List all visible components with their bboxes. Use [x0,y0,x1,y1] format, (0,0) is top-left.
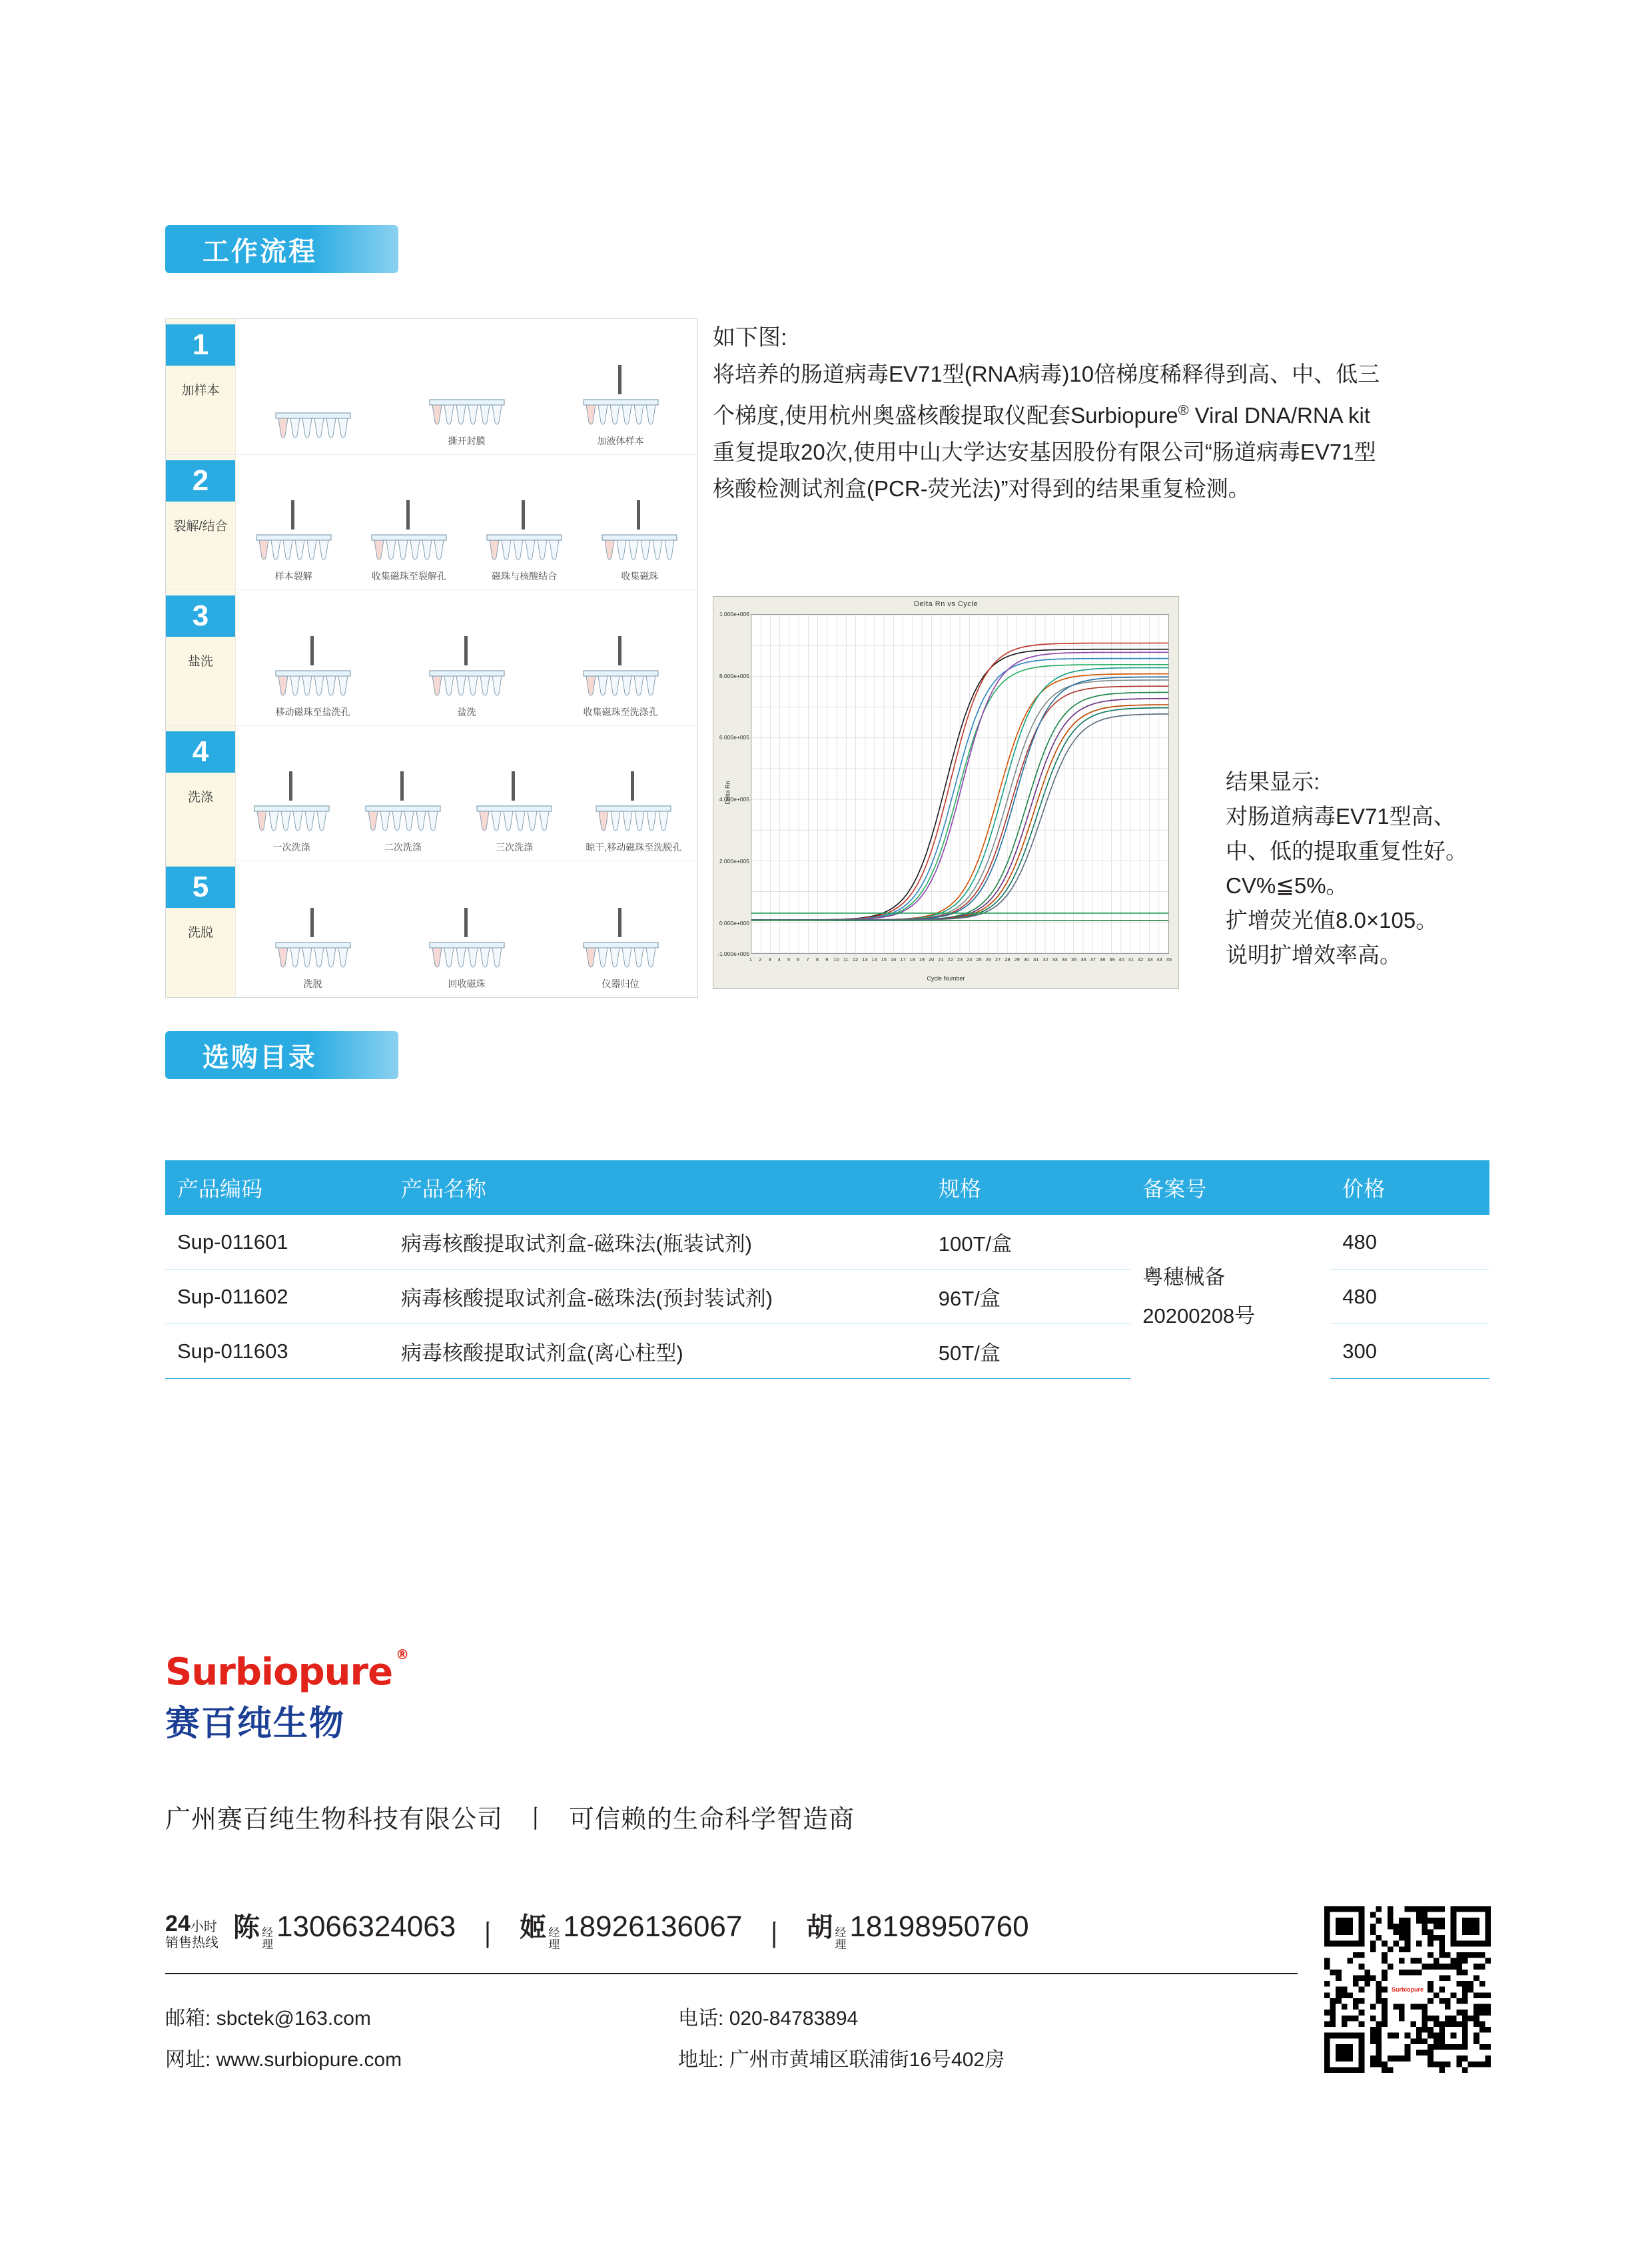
workflow-step-illustration [270,319,356,448]
result-line: 说明扩增效率高。 [1226,942,1402,967]
address-field-group [678,2040,1298,2081]
header-code: 产品编码 [165,1160,389,1215]
chart-x-axis-label: Cycle Number [927,975,965,982]
workflow-plate-icon [427,323,507,432]
workflow-plate-icon [474,730,554,839]
contact-3-phone[interactable]: 18198950760 [849,1910,1029,1943]
chart-x-tick-label: 11 [843,956,849,962]
workflow-plate-icon [600,459,679,567]
cell-code: Sup-011603 [165,1324,389,1379]
chart-x-tick-label: 31 [1033,956,1039,962]
chart-x-tick-label: 20 [929,956,935,962]
chart-x-tick-label: 43 [1147,956,1153,962]
company-name: 广州赛百纯生物科技有限公司 [165,1806,504,1834]
workflow-plate-icon [369,459,449,567]
contact-1-phone[interactable]: 13066324063 [276,1910,456,1943]
chart-x-tick-label: 24 [967,956,973,962]
company-name-line [165,1798,855,1835]
workflow-step-illustration [424,319,510,448]
hotline-divider-1: 丨 [473,1920,503,1952]
chart-x-tick-label: 10 [833,956,839,962]
chart-x-tick-label: 45 [1166,956,1172,962]
hotline-badge-line-2: 销售热线 [165,1936,218,1950]
chart-x-tick-label: 34 [1061,956,1068,962]
chart-x-tick-label: 23 [957,956,963,962]
workflow-step-illustration [424,590,510,719]
contact-2-phone[interactable]: 18926136067 [563,1910,743,1943]
workflow-step-illustration [578,319,663,448]
company-separator: 丨 [523,1806,550,1834]
workflow-step-label-cell [166,590,236,725]
chart-x-tick-label: 41 [1128,956,1134,962]
hotline-contact-2[interactable] [520,1906,742,1951]
chart-svg [751,615,1168,953]
workflow-plate-icon [581,865,661,974]
workflow-step-label-cell [166,726,236,861]
workflow-step-caption: 样本裂解 [274,571,312,582]
website-label: 网址: [165,2049,211,2071]
cell-spec: 96T/盒 [927,1270,1130,1324]
workflow-step-illustration [270,590,356,719]
cell-record-number [1130,1215,1330,1379]
workflow-plate-icon [252,730,332,839]
description-block [713,320,1492,507]
cell-name: 病毒核酸提取试剂盒(离心柱型) [389,1324,927,1379]
workflow-plate-icon [581,323,661,432]
workflow-step-name: 盐洗 [187,655,213,669]
header-name: 产品名称 [389,1160,927,1215]
workflow-step-illustration [597,455,682,583]
hotline-badge-unit: 小时 [190,1920,217,1934]
chart-x-tick-label: 21 [938,956,944,962]
sales-hotline [165,1906,1298,1951]
cell-code: Sup-011602 [165,1270,389,1324]
chart-x-tick-label: 44 [1156,956,1162,962]
cell-price: 300 [1330,1324,1489,1379]
record-number-line-1: 粤穗械备 [1142,1265,1226,1289]
contact-row-2 [165,2040,1298,2081]
table-row [165,1215,1489,1270]
record-number-line-2: 20200208号 [1142,1304,1256,1327]
workflow-plate-icon [594,730,673,839]
workflow-step-caption: 移动磁珠至盐洗孔 [275,706,350,717]
hotline-badge-line-1 [165,1911,218,1936]
cell-code: Sup-011601 [165,1215,389,1270]
workflow-step-illustration [366,455,452,583]
chart-x-tick-label: 36 [1080,956,1086,962]
chart-x-tick-label: 39 [1109,956,1115,962]
workflow-plate-icon [427,865,507,974]
chart-x-tick-label: 14 [871,956,877,962]
contact-2-surname: 姬 [520,1913,547,1942]
workflow-step-illustration [424,861,510,990]
workflow-plate-icon [427,594,507,703]
chart-x-tick-label: 22 [947,956,953,962]
chart-x-tick-label: 4 [777,956,781,962]
workflow-step-caption: 回收磁珠 [448,978,486,989]
chart-x-tick-label: 5 [787,956,791,962]
chart-x-tick-label: 13 [862,956,868,962]
chart-y-tick-label: 2.000e+005 [719,857,749,865]
chart-y-tick-label: 0.000e+000 [719,919,749,927]
workflow-section-banner [165,225,398,273]
chart-x-tick-label: 35 [1071,956,1077,962]
chart-x-tick-label: 25 [976,956,982,962]
email-field-group [165,1998,678,2040]
chart-y-tick-label: -1.000e+005 [717,950,749,957]
workflow-step-cells [236,455,697,590]
workflow-step-name: 洗涤 [187,790,213,805]
workflow-section-title: 工作流程 [203,236,317,266]
workflow-step-number: 4 [166,731,235,773]
workflow-plate-icon [273,865,353,974]
workflow-step-caption: 盐洗 [457,706,476,717]
chart-x-tick-label: 3 [768,956,771,962]
hotline-contact-1[interactable] [233,1906,456,1951]
chart-y-ticks [717,611,751,957]
description-line-4: 核酸检测试剂盒(PCR-荧光法)”对得到的结果重复检测。 [713,476,1250,501]
cell-price: 480 [1330,1215,1489,1270]
chart-x-tick-label: 15 [881,956,887,962]
chart-x-tick-label: 6 [797,956,800,962]
email-value[interactable]: sbctek@163.com [216,2008,371,2030]
registered-mark: ® [1178,402,1189,418]
workflow-step-row [166,455,697,591]
workflow-step-caption: 晾干,移动磁珠至洗脱孔 [586,842,682,853]
logo-text-en: Surbiopure [165,1651,393,1694]
website-value[interactable]: www.surbiopure.com [216,2049,402,2071]
workflow-step-caption: 仪器归位 [602,978,639,989]
workflow-step-cells [236,590,697,725]
chart-x-tick-label: 28 [1005,956,1011,962]
cell-name: 病毒核酸提取试剂盒-磁珠法(预封装试剂) [389,1270,927,1324]
website-field-group [165,2040,678,2081]
result-line: 结果显示: [1226,769,1320,794]
workflow-step-row [166,590,697,726]
workflow-step-illustration [578,590,663,719]
workflow-step-caption: 三次洗涤 [496,842,534,853]
contact-2-role: 经 理 [548,1926,560,1951]
cell-spec: 50T/盒 [927,1324,1130,1379]
description-line-2 [713,392,1492,434]
tel-label: 电话: [678,2008,724,2030]
hotline-contact-3[interactable] [806,1906,1029,1951]
workflow-step-caption: 磁珠与核酸结合 [492,571,558,582]
workflow-step-name: 裂解/结合 [173,519,228,534]
result-line: 扩增荧光值8.0×105。 [1226,908,1438,933]
result-line: CV%≦5%。 [1226,873,1348,898]
chart-y-tick-label: 4.000e+005 [719,796,749,803]
result-block [1226,765,1599,972]
header-price: 价格 [1330,1160,1489,1215]
workflow-step-caption: 撕开封膜 [448,435,486,446]
workflow-step-illustration [270,861,356,990]
header-record: 备案号 [1130,1160,1330,1215]
workflow-step-illustration [482,455,567,583]
chart-x-tick-label: 19 [919,956,925,962]
chart-x-tick-label: 40 [1118,956,1124,962]
hotline-divider-2: 丨 [759,1920,789,1952]
workflow-plate-icon [273,594,353,703]
workflow-step-illustration [251,455,336,583]
contact-1-surname: 陈 [233,1913,260,1942]
address-value: 广州市黄埔区联浦街16号402房 [729,2049,1005,2071]
workflow-step-row [166,861,697,997]
workflow-step-illustration [472,726,557,855]
workflow-step-row [166,319,697,455]
chart-x-tick-label: 38 [1099,956,1106,962]
workflow-step-caption: 收集磁珠至洗涤孔 [583,706,658,717]
contact-row-1 [165,1998,1298,2040]
email-label: 邮箱: [165,2008,211,2030]
chart-x-tick-label: 2 [759,956,762,962]
chart-x-ticks [749,956,1172,966]
chart-x-tick-label: 1 [749,956,753,962]
description-line-2-a: 个梯度,使用杭州奥盛核酸提取仪配套Surbiopure [713,403,1178,428]
chart-x-tick-label: 27 [995,956,1001,962]
cell-name: 病毒核酸提取试剂盒-磁珠法(瓶装试剂) [389,1215,927,1270]
workflow-step-caption: 二次洗涤 [384,842,422,853]
chart-x-tick-label: 18 [909,956,915,962]
qr-center-logo: Surbiopure [1390,1978,1426,2001]
chart-x-tick-label: 12 [852,956,859,962]
catalog-section-title: 选购目录 [203,1042,317,1072]
chart-x-tick-label: 26 [985,956,991,962]
workflow-plate-icon [581,594,661,703]
chart-x-tick-label: 42 [1138,956,1144,962]
workflow-step-label-cell [166,455,236,590]
workflow-step-caption: 加液体样本 [597,435,644,446]
workflow-plate-icon [363,730,443,839]
workflow-step-cells [236,726,697,861]
chart-y-tick-label: 1.000e+006 [719,611,749,617]
contact-3-role: 经 理 [835,1926,847,1951]
chart-y-tick-label: 8.000e+005 [719,672,749,679]
contact-info [165,1998,1298,2081]
workflow-diagram [165,318,698,998]
workflow-step-label-cell [166,861,236,997]
logo-wordmark-cn: 赛百纯生物 [165,1704,346,1743]
workflow-step-caption: 洗脱 [303,978,322,989]
company-logo [165,1647,445,1745]
table-header-row [165,1160,1489,1215]
workflow-step-name: 洗脱 [187,926,213,940]
workflow-step-cells [236,319,697,454]
workflow-step-number: 2 [166,460,235,502]
chart-x-tick-label: 16 [890,956,897,962]
contact-1-role: 经 理 [262,1926,273,1951]
chart-title: Delta Rn vs Cycle [914,600,978,608]
tel-field-group [678,1998,1298,2040]
chart-x-tick-label: 32 [1042,956,1048,962]
result-line: 对肠道病毒EV71型高、 [1226,804,1455,829]
chart-x-tick-label: 17 [900,956,906,962]
cell-price: 480 [1330,1270,1489,1324]
workflow-step-illustration [578,861,663,990]
description-line-2-b: Viral DNA/RNA kit [1188,403,1371,428]
chart-x-tick-label: 29 [1014,956,1020,962]
chart-x-tick-label: 30 [1023,956,1030,962]
workflow-step-name: 加样本 [181,384,220,398]
chart-y-tick-label: 6.000e+005 [719,734,749,741]
chart-x-tick-label: 33 [1052,956,1058,962]
hotline-divider-rule [165,1973,1298,1974]
chart-x-tick-label: 8 [815,956,819,962]
workflow-step-cells [236,861,697,997]
workflow-step-illustration [583,726,684,855]
amplification-chart [713,596,1179,989]
product-catalog-table [165,1160,1489,1379]
chart-x-tick-label: 37 [1090,956,1096,962]
qr-code[interactable] [1324,1906,1491,2073]
company-slogan: 可信赖的生命科学智造商 [569,1806,855,1834]
chart-x-tick-label: 7 [806,956,809,962]
catalog-section-banner [165,1031,398,1079]
chart-y-axis-label: Delta Rn [724,781,731,805]
chart-x-tick-label: 9 [825,956,829,962]
header-spec: 规格 [927,1160,1130,1215]
workflow-plate-icon [484,459,564,567]
description-line-1: 将培养的肠道病毒EV71型(RNA病毒)10倍梯度稀释得到高、中、低三 [713,362,1380,386]
workflow-step-row [166,726,697,862]
workflow-step-caption: 一次洗涤 [272,842,310,853]
workflow-plate-icon [254,459,334,567]
workflow-step-illustration [360,726,446,855]
cell-spec: 100T/盒 [927,1215,1130,1270]
workflow-step-caption: 收集磁珠至裂解孔 [371,571,446,582]
address-label: 地址: [678,2049,724,2071]
contact-3-surname: 胡 [806,1913,833,1942]
workflow-step-number: 3 [166,595,235,637]
tel-value[interactable]: 020-84783894 [729,2008,859,2030]
hotline-badge-number: 24 [165,1911,191,1936]
workflow-step-number: 5 [166,867,235,908]
registered-trademark-icon: ® [396,1647,409,1663]
chart-plot-area [751,614,1169,954]
workflow-step-caption: 收集磁珠 [621,571,659,582]
description-line-3: 重复提取20次,使用中山大学达安基因股份有限公司“肠道病毒EV71型 [713,440,1376,464]
workflow-step-number: 1 [166,324,235,366]
description-lead: 如下图: [713,325,787,350]
workflow-step-label-cell [166,319,236,454]
result-line: 中、低的提取重复性好。 [1226,839,1467,863]
hotline-badge [165,1911,218,1951]
workflow-plate-icon [273,323,353,445]
logo-wordmark-en [165,1647,409,1694]
workflow-step-illustration [249,726,334,855]
